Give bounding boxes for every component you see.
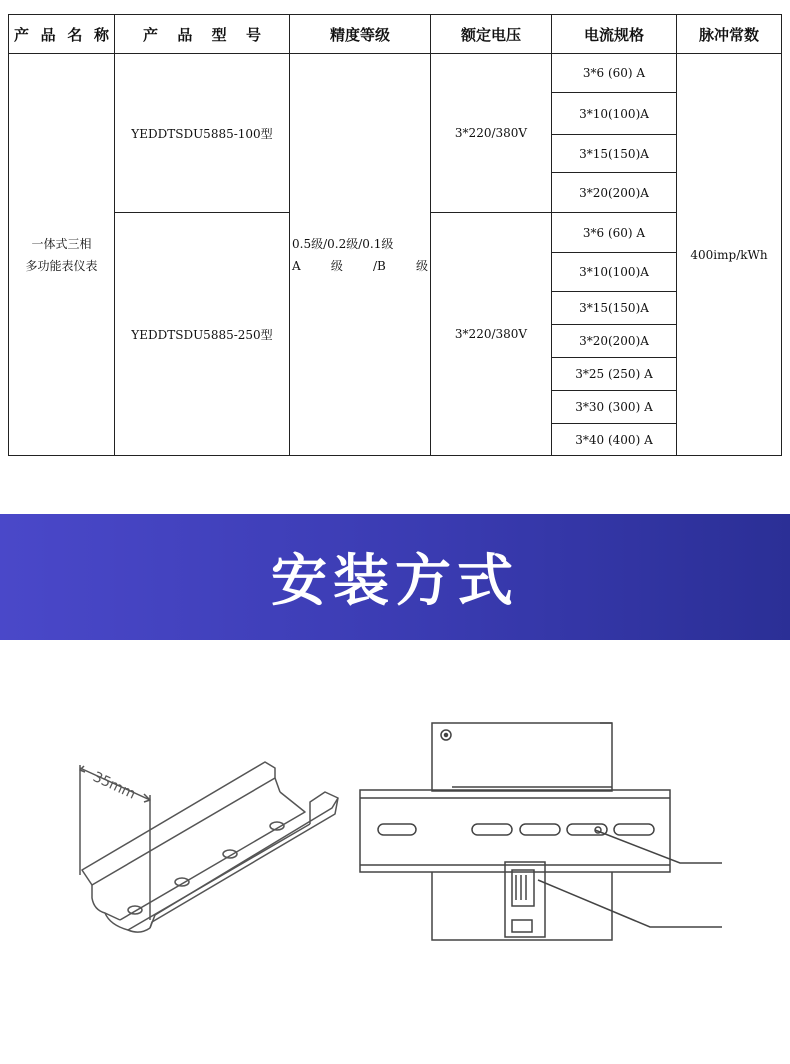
rail-front: [360, 790, 670, 872]
accuracy-cell: [290, 54, 431, 456]
accuracy-part: /B: [372, 258, 386, 273]
voltage-cell: 3*220/380V: [431, 213, 552, 456]
accuracy-part: 级: [415, 258, 428, 273]
spec-table: [8, 14, 782, 456]
accuracy-part: A: [292, 258, 301, 273]
current-cell: 3*40 (400) A: [552, 424, 677, 456]
header-accuracy: 精度等级: [290, 15, 431, 54]
dimension-label: 35mm: [90, 769, 138, 803]
current-cell: 3*10(100)A: [552, 253, 677, 292]
din-rail-drawing: [70, 750, 360, 950]
accuracy-line2: [292, 255, 430, 277]
header-product-name: 产 品 名 称: [9, 15, 115, 54]
banner-title: 安装方式: [271, 549, 519, 614]
rail-slot: [223, 850, 237, 858]
header-voltage: 额定电压: [431, 15, 552, 54]
rail-slot: [614, 824, 654, 835]
rail-slot: [472, 824, 512, 835]
pulse-cell: 400imp/kWh: [677, 54, 782, 456]
clip-tab: [512, 920, 532, 932]
header-product-model: 产 品 型 号: [115, 15, 290, 54]
rail-edge: [275, 778, 280, 792]
product-name-line2: 多功能表仪表: [25, 258, 98, 273]
header-pulse: 脉冲常数: [677, 15, 782, 54]
current-cell: 3*15(150)A: [552, 292, 677, 325]
rail-slot: [175, 878, 189, 886]
model-cell: YEDDTSDU5885-100型: [115, 54, 290, 213]
screw-center: [445, 734, 448, 737]
meter-mounting-drawing: [350, 715, 730, 955]
header-current: 电流规格: [552, 15, 677, 54]
leader-line: [595, 830, 722, 863]
accuracy-line1: 0.5级/0.2级/0.1级: [292, 236, 394, 251]
rail-slot: [128, 906, 142, 914]
product-name-line1: 一体式三相: [31, 236, 92, 251]
rail-slot: [378, 824, 416, 835]
table-header-row: [9, 15, 782, 54]
current-cell: 3*6 (60) A: [552, 54, 677, 93]
model-cell: YEDDTSDU5885-250型: [115, 213, 290, 456]
current-cell: 3*20(200)A: [552, 173, 677, 213]
din-clip: [505, 862, 545, 937]
rail-bottom: [120, 792, 305, 920]
accuracy-part: 级: [330, 258, 343, 273]
table-row: [9, 54, 782, 93]
current-cell: 3*30 (300) A: [552, 391, 677, 424]
current-cell: 3*10(100)A: [552, 93, 677, 135]
current-cell: 3*15(150)A: [552, 135, 677, 173]
leader-line: [538, 880, 722, 927]
current-cell: 3*25 (250) A: [552, 358, 677, 391]
product-name-cell: [9, 54, 115, 456]
installation-banner: [0, 514, 790, 640]
voltage-cell: 3*220/380V: [431, 54, 552, 213]
rail-slot: [520, 824, 560, 835]
current-cell: 3*20(200)A: [552, 325, 677, 358]
current-cell: 3*6 (60) A: [552, 213, 677, 253]
meter-body-top: [432, 723, 612, 791]
